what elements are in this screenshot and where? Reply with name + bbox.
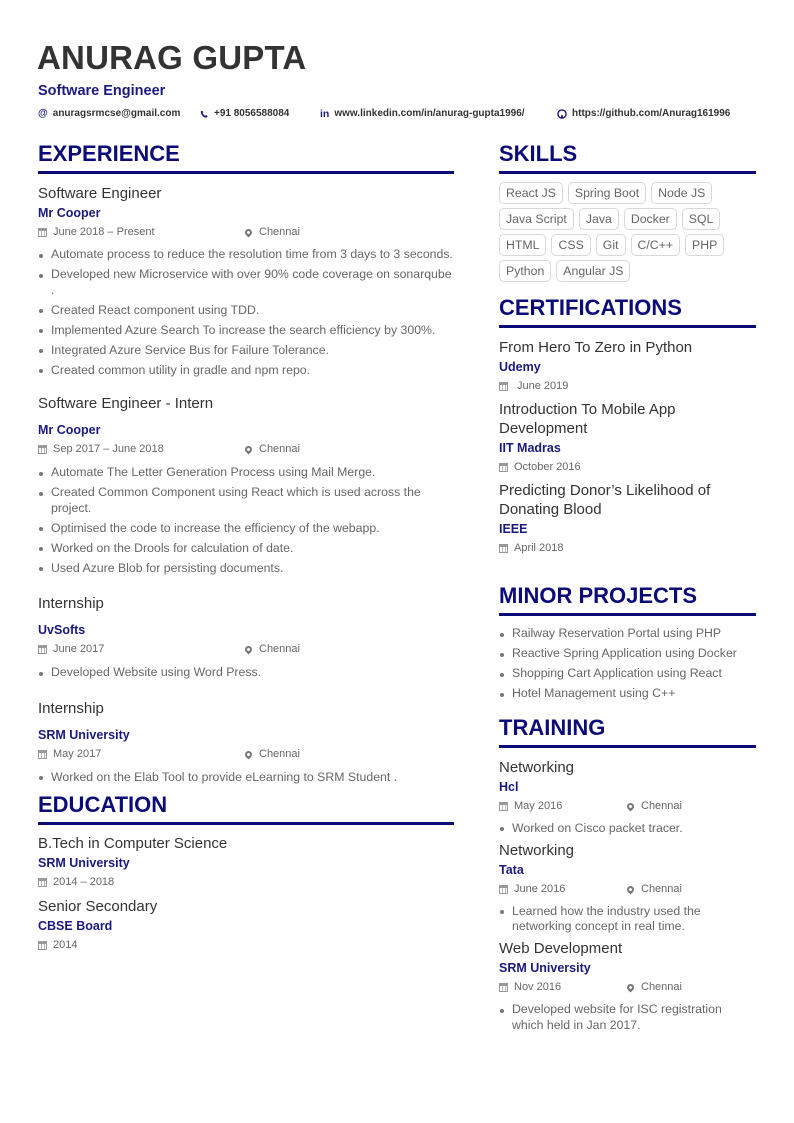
job-bullets	[38, 770, 454, 786]
education-section	[38, 791, 454, 953]
company-name: SRM University	[38, 727, 130, 742]
projects-section	[499, 582, 756, 702]
training-entry	[499, 939, 756, 1033]
github-text: https://github.com/Anurag161996	[572, 108, 731, 119]
training-meta	[499, 799, 756, 814]
job-meta	[38, 642, 454, 657]
job-location: Chennai	[245, 642, 300, 657]
certification-meta	[499, 460, 756, 475]
certification-name: Introduction To Mobile App Development	[499, 401, 676, 437]
contact-phone[interactable]	[200, 107, 320, 121]
skill-chip: CSS	[551, 234, 590, 256]
calendar-icon	[499, 382, 508, 391]
job-meta	[38, 747, 454, 762]
calendar-icon	[499, 463, 508, 472]
section-title-training: TRAINING	[499, 714, 606, 740]
location-pin-icon	[244, 228, 254, 238]
experience-entry	[38, 184, 454, 378]
bullet-item: Created Common Component using React which is used across the project.	[38, 485, 454, 516]
training-org: Hcl	[499, 779, 519, 794]
education-entry	[38, 834, 454, 890]
job-location: Chennai	[245, 225, 300, 240]
contact-linkedin[interactable]	[320, 107, 557, 121]
certification-date: October 2016	[499, 460, 581, 475]
experience-entry	[38, 594, 454, 681]
linkedin-text: www.linkedin.com/in/anurag-gupta1996/	[334, 108, 525, 119]
bullet-item: Learned how the industry used the networking concept in real time.	[499, 904, 756, 935]
skill-chip: Node JS	[651, 182, 712, 204]
company-name: Mr Cooper	[38, 423, 101, 437]
at-icon: @	[38, 108, 48, 119]
section-divider	[499, 171, 756, 174]
experience-entry	[38, 394, 454, 576]
skill-chip: PHP	[685, 234, 724, 256]
training-title: Networking	[499, 841, 575, 859]
training-bullets	[499, 821, 756, 837]
job-bullets	[38, 247, 454, 378]
calendar-icon	[38, 228, 47, 237]
certification-issuer: Udemy	[499, 360, 541, 374]
job-location: Chennai	[245, 747, 300, 762]
left-column	[38, 140, 454, 953]
bullet-item: Worked on the Elab Tool to provide eLearning to SRM Student .	[38, 770, 454, 786]
location-pin-icon	[244, 645, 254, 655]
certification-meta	[499, 541, 756, 556]
education-meta	[38, 875, 454, 890]
bullet-item: Created common utility in gradle and npm repo.	[38, 363, 454, 379]
education-date: 2014 – 2018	[38, 875, 114, 890]
phone-text: +91 8056588084	[214, 108, 290, 119]
job-title: Software Engineer - Intern	[38, 395, 214, 412]
location-pin-icon	[244, 445, 254, 455]
training-title: Networking	[499, 758, 575, 776]
project-item: Railway Reservation Portal using PHP	[499, 626, 756, 642]
experience-section	[38, 140, 454, 785]
job-date: June 2017	[38, 642, 245, 657]
right-column	[499, 140, 756, 1038]
skill-chip: Docker	[624, 208, 677, 230]
bullet-item: Developed website for ISC registration which held in Jan 2017.	[499, 1002, 756, 1033]
certification-name: From Hero To Zero in Python	[499, 339, 693, 356]
section-title-skills: SKILLS	[499, 141, 578, 166]
certification-issuer: IIT Madras	[499, 441, 561, 455]
training-entry	[499, 758, 756, 837]
job-date: May 2017	[38, 747, 245, 762]
job-bullets	[38, 465, 454, 576]
training-location: Chennai	[627, 980, 682, 995]
company-name: Mr Cooper	[38, 206, 101, 220]
contact-github[interactable]	[557, 107, 730, 121]
bullet-item: Integrated Azure Service Bus for Failure Tolerance.	[38, 343, 454, 359]
calendar-icon	[38, 878, 47, 887]
calendar-icon	[38, 750, 47, 759]
skill-chip: Angular JS	[556, 260, 630, 282]
training-location: Chennai	[627, 799, 682, 814]
linkedin-icon: in	[320, 108, 330, 120]
skill-chip: Git	[596, 234, 626, 256]
training-section	[499, 714, 756, 1034]
calendar-icon	[38, 645, 47, 654]
section-divider	[38, 822, 454, 825]
projects-list	[499, 626, 756, 702]
certification-meta	[499, 379, 756, 394]
calendar-icon	[499, 885, 508, 894]
training-meta	[499, 980, 756, 995]
skills-section	[499, 140, 756, 286]
certifications-section	[499, 294, 756, 556]
skill-chip: Spring Boot	[568, 182, 646, 204]
job-title: Internship	[38, 595, 104, 612]
job-meta	[38, 225, 454, 240]
section-divider	[499, 325, 756, 328]
training-date: Nov 2016	[499, 980, 627, 995]
job-meta	[38, 442, 454, 457]
training-date: May 2016	[499, 799, 627, 814]
bullet-item: Automate The Letter Generation Process using Mail Merge.	[38, 465, 454, 481]
location-pin-icon	[626, 884, 636, 894]
certification-date: June 2019	[499, 379, 568, 394]
section-divider	[499, 613, 756, 616]
section-title-projects: MINOR PROJECTS	[499, 583, 698, 608]
github-icon	[557, 109, 567, 119]
phone-icon	[200, 110, 209, 119]
section-title-education: EDUCATION	[38, 792, 168, 817]
skill-chip: SQL	[682, 208, 721, 230]
contact-bar	[38, 107, 730, 121]
certification-issuer: IEEE	[499, 522, 528, 536]
degree-title: B.Tech in Computer Science	[38, 835, 228, 852]
location-pin-icon	[244, 749, 254, 759]
training-meta	[499, 882, 756, 897]
calendar-icon	[499, 802, 508, 811]
calendar-icon	[499, 983, 508, 992]
skill-chip: React JS	[499, 182, 563, 204]
bullet-item: Optimised the code to increase the efficiency of the webapp.	[38, 521, 454, 537]
project-item: Hotel Management using C++	[499, 686, 756, 702]
job-bullets	[38, 665, 454, 681]
section-divider	[38, 171, 454, 174]
calendar-icon	[38, 445, 47, 454]
certification-entry	[499, 338, 756, 394]
job-location: Chennai	[245, 442, 300, 457]
certification-entry	[499, 400, 756, 475]
skill-chip: Python	[499, 260, 551, 282]
certification-name: Predicting Donor’s Likelihood of Donating Blood	[499, 482, 711, 518]
bullet-item: Implemented Azure Search To increase the search efficiency by 300%.	[38, 323, 454, 339]
skill-chip: C/C++	[631, 234, 681, 256]
location-pin-icon	[626, 983, 636, 993]
contact-email[interactable]	[38, 107, 200, 121]
education-meta	[38, 938, 454, 953]
skills-list	[499, 182, 756, 286]
candidate-name: ANURAG GUPTA	[37, 39, 307, 76]
company-name: UvSofts	[38, 623, 86, 637]
bullet-item: Automate process to reduce the resolution time from 3 days to 3 seconds.	[38, 247, 454, 263]
training-title: Web Development	[499, 940, 623, 957]
job-title: Software Engineer	[38, 185, 162, 202]
institution-name: CBSE Board	[38, 919, 113, 933]
calendar-icon	[499, 544, 508, 553]
job-date: Sep 2017 – June 2018	[38, 442, 245, 457]
email-text: anuragsrmcse@gmail.com	[52, 108, 181, 119]
bullet-item: Developed new Microservice with over 90% code coverage on sonarqube .	[38, 267, 454, 298]
skill-chip: Java	[579, 208, 619, 230]
institution-name: SRM University	[38, 856, 130, 870]
section-title-certifications: CERTIFICATIONS	[499, 295, 682, 320]
training-org: SRM University	[499, 961, 591, 975]
education-entry	[38, 897, 454, 953]
training-entry	[499, 841, 756, 935]
project-item: Reactive Spring Application using Docker	[499, 646, 756, 662]
section-title-experience: EXPERIENCE	[38, 141, 180, 166]
training-date: June 2016	[499, 882, 627, 897]
skill-chip: HTML	[499, 234, 546, 256]
degree-title: Senior Secondary	[38, 898, 158, 915]
certification-date: April 2018	[499, 541, 564, 556]
bullet-item: Developed Website using Word Press.	[38, 665, 454, 681]
experience-entry	[38, 699, 454, 786]
certification-entry	[499, 481, 756, 556]
training-bullets	[499, 904, 756, 935]
training-location: Chennai	[627, 882, 682, 897]
education-date: 2014	[38, 938, 77, 953]
section-divider	[499, 745, 756, 748]
bullet-item: Worked on Cisco packet tracer.	[499, 821, 756, 837]
bullet-item: Used Azure Blob for persisting documents.	[38, 561, 454, 577]
training-org: Tata	[499, 862, 524, 877]
job-date: June 2018 – Present	[38, 225, 245, 240]
bullet-item: Worked on the Drools for calculation of date.	[38, 541, 454, 557]
training-bullets	[499, 1002, 756, 1033]
candidate-role: Software Engineer	[38, 83, 166, 99]
calendar-icon	[38, 941, 47, 950]
job-title: Internship	[38, 699, 104, 717]
location-pin-icon	[626, 801, 636, 811]
bullet-item: Created React component using TDD.	[38, 303, 454, 319]
skill-chip: Java Script	[499, 208, 574, 230]
project-item: Shopping Cart Application using React	[499, 666, 756, 682]
